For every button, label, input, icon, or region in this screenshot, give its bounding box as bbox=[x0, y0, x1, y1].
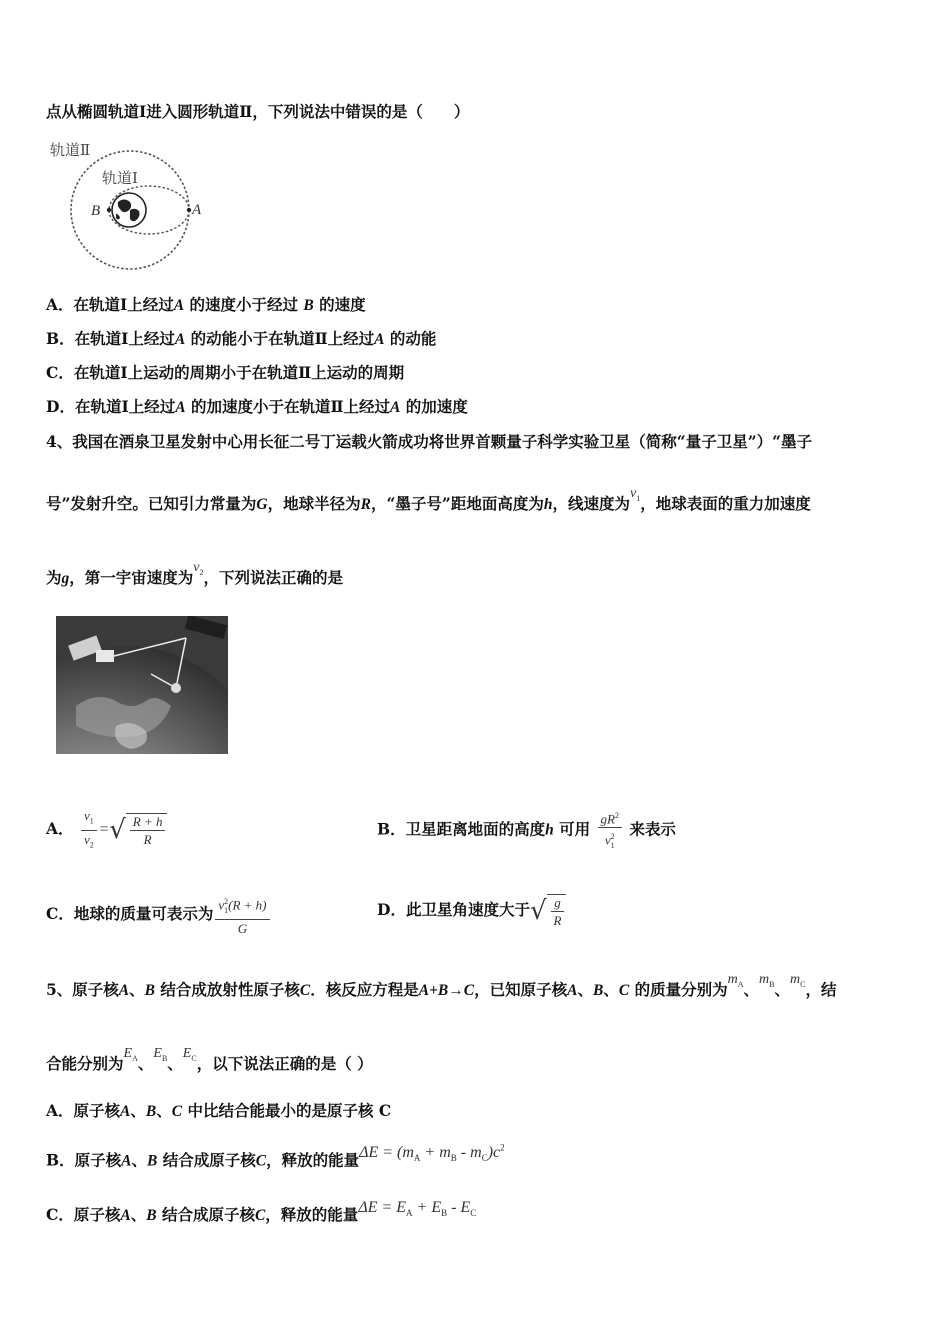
q5-b-sep1: 、 bbox=[131, 1150, 147, 1170]
q5-l1-text2: 结合成放射性原子核 bbox=[155, 980, 300, 999]
q4-option-c bbox=[46, 894, 272, 936]
q3-a-text3: 的速度 bbox=[313, 295, 366, 314]
q5-mass-c bbox=[790, 972, 805, 987]
q4-c-num-sup: 2 bbox=[224, 897, 229, 906]
q3-option-d bbox=[46, 397, 468, 418]
q5-b-f-subA: A bbox=[413, 1153, 421, 1164]
q3-option-c bbox=[46, 363, 404, 383]
q5-l1-sep3: 、 bbox=[603, 980, 619, 999]
q4-a-rad-num: R + h bbox=[130, 814, 166, 831]
q5-b-f-plus: + m bbox=[420, 1144, 451, 1162]
q4-a-label: A． bbox=[46, 819, 74, 839]
q5-mA-symbol: m bbox=[727, 972, 738, 987]
q4-c-fraction bbox=[215, 894, 269, 936]
q5-a-sep2: 、 bbox=[156, 1101, 172, 1120]
q3-b-text3: 的动能 bbox=[384, 329, 437, 348]
q5-a-sep1: 、 bbox=[130, 1101, 146, 1120]
q3-b-text2: 的动能小于在轨道Ⅱ上经过 bbox=[185, 329, 375, 348]
q5-EB-symbol: E bbox=[153, 1046, 162, 1061]
q4-l3-text1: 为 bbox=[46, 568, 62, 587]
q4-l2-text5: ，地球表面的重力加速度 bbox=[640, 494, 811, 513]
q4-a-den-sub: 2 bbox=[89, 840, 94, 850]
q5-energy-a bbox=[124, 1046, 138, 1061]
q5-l1-sep5: 、 bbox=[774, 980, 791, 999]
q4-v1-symbol: v bbox=[629, 486, 637, 501]
q5-stem-line2 bbox=[46, 1046, 373, 1081]
q4-c-num-v: v bbox=[218, 897, 225, 913]
q3-a-text1: A．在轨道Ⅰ上经过 bbox=[46, 295, 174, 314]
q5-c-formula bbox=[358, 1199, 477, 1219]
q3-a-var1: A bbox=[173, 297, 185, 314]
q5-l1-text6: ，结 bbox=[805, 980, 837, 999]
q4-a-den-v: v bbox=[83, 831, 90, 847]
q5-energy-b bbox=[153, 1046, 167, 1061]
q4-var-g: g bbox=[61, 570, 70, 587]
q3-a-text2: 的速度小于经过 bbox=[184, 295, 304, 314]
q3-d-var1: A bbox=[175, 399, 186, 416]
q4-var-v1 bbox=[630, 486, 640, 501]
q4-b-den-v: v bbox=[604, 832, 611, 848]
q5-c-f-subA: A bbox=[406, 1208, 413, 1219]
q3-option-a bbox=[46, 295, 366, 316]
q5-b-text3: ，释放的能量 bbox=[266, 1150, 360, 1170]
satellite-photo bbox=[56, 616, 228, 754]
q5-EA-sub: A bbox=[132, 1053, 138, 1063]
point-b-label: B bbox=[91, 203, 101, 219]
q3-b-var2: A bbox=[374, 331, 385, 348]
q5-c-f-plus: + E bbox=[412, 1199, 442, 1216]
q5-mC-symbol: m bbox=[790, 972, 801, 987]
q4-l2-text2: ，地球半径为 bbox=[267, 494, 361, 513]
q5-b-text2: 结合成原子核 bbox=[157, 1150, 256, 1170]
q5-b-f-close: )c bbox=[487, 1144, 501, 1162]
q3-option-b bbox=[46, 329, 436, 350]
q4-c-text1: C．地球的质量可表示为 bbox=[46, 903, 214, 923]
q4-c-den: G bbox=[237, 920, 248, 936]
q4-d-rad-num: g bbox=[551, 895, 564, 912]
q5-l2-sep1: 、 bbox=[137, 1054, 154, 1073]
q4-d-sqrt: √ $\frac{g}{R}$ bbox=[530, 894, 567, 928]
q3-b-text1: B．在轨道Ⅰ上经过 bbox=[46, 329, 175, 348]
q5-a-var-A: A bbox=[120, 1103, 131, 1120]
q5-mass-a bbox=[728, 972, 744, 987]
q5-c-f-eq: ΔE = E bbox=[358, 1199, 407, 1216]
q5-var-C2: C bbox=[618, 982, 630, 999]
q4-b-den-sup: 2 bbox=[610, 832, 615, 842]
q4-l3-text3: ，下列说法正确的是 bbox=[203, 568, 344, 587]
q4-v1-sub: 1 bbox=[636, 493, 641, 503]
q4-a-ratio bbox=[81, 808, 97, 852]
q5-a-text1: A．原子核 bbox=[46, 1101, 121, 1120]
q4-l3-text2: ，第一宇宙速度为 bbox=[69, 568, 194, 587]
q5-b-text1: B．原子核 bbox=[46, 1150, 122, 1170]
q5-c-text1: C．原子核 bbox=[46, 1205, 121, 1224]
q5-l2-text1: 合能分别为 bbox=[46, 1054, 124, 1073]
q3-d-text1: D．在轨道Ⅰ上经过 bbox=[46, 397, 176, 416]
q5-b-f-subC: C bbox=[481, 1153, 488, 1164]
q5-l2-sep2: 、 bbox=[167, 1054, 183, 1073]
q5-l2-text2: ，以下说法正确的是（ ） bbox=[196, 1054, 373, 1073]
q4-d-text1: D．此卫星角速度大于 bbox=[377, 900, 530, 919]
q5-mass-b bbox=[759, 972, 774, 987]
q5-c-f-subC: C bbox=[470, 1208, 477, 1219]
q5-a-var-B: B bbox=[145, 1103, 157, 1120]
q4-c-num-rest: (R + h) bbox=[228, 897, 267, 913]
q5-b-f-sup: 2 bbox=[500, 1143, 505, 1153]
point-b-marker bbox=[107, 208, 111, 212]
q4-b-text3: 来表示 bbox=[623, 819, 676, 839]
q5-option-b bbox=[46, 1143, 505, 1177]
point-a-marker bbox=[187, 208, 191, 212]
q5-EC-symbol: E bbox=[182, 1046, 192, 1061]
q3-d-var2: A bbox=[390, 399, 401, 416]
q5-l1-text5: 的质量分别为 bbox=[629, 980, 728, 999]
q5-reaction-equation: A+B→C bbox=[418, 982, 475, 999]
q4-a-rad-den: R bbox=[143, 832, 152, 848]
q5-option-a bbox=[46, 1101, 391, 1122]
q5-var-A2: A bbox=[567, 982, 578, 999]
q5-option-c bbox=[46, 1199, 477, 1231]
q4-b-num: gR bbox=[600, 811, 615, 827]
q5-var-B: B bbox=[144, 982, 155, 999]
q5-c-var-A: A bbox=[120, 1207, 131, 1224]
q5-l1-text1: 5、原子核 bbox=[46, 980, 119, 999]
q4-c-num-sub: 1 bbox=[224, 905, 229, 915]
q3-stem: 点从椭圆轨道Ⅰ进入圆形轨道Ⅱ，下列说法中错误的是（ ） bbox=[46, 102, 470, 121]
q5-b-var-B: B bbox=[146, 1152, 158, 1170]
q3-b-var1: A bbox=[174, 331, 186, 348]
q5-c-var-B: B bbox=[146, 1207, 157, 1224]
earth-icon bbox=[112, 193, 146, 227]
q4-option-b bbox=[377, 808, 676, 853]
q5-b-f-eq: ΔE = (m bbox=[359, 1144, 414, 1162]
q5-l1-sep2: 、 bbox=[577, 980, 593, 999]
q4-option-d bbox=[377, 894, 566, 928]
q5-EC-sub: C bbox=[191, 1053, 197, 1063]
q5-l1-sep1: 、 bbox=[129, 980, 145, 999]
q4-v2-sub: 2 bbox=[199, 567, 204, 577]
q5-b-f-minus: - m bbox=[456, 1144, 482, 1162]
q5-c-var-C: C bbox=[254, 1207, 266, 1224]
q4-b-text1: B．卫星距离地面的高度 bbox=[377, 819, 546, 839]
q5-mC-sub: C bbox=[800, 979, 806, 989]
q5-EA-symbol: E bbox=[123, 1046, 133, 1061]
q5-var-C: C bbox=[299, 982, 311, 999]
q5-stem-line1 bbox=[46, 972, 837, 1007]
q4-option-a bbox=[46, 808, 167, 852]
q4-var-h: h bbox=[543, 496, 553, 513]
q4-b-text2: 可用 bbox=[553, 819, 596, 839]
q5-c-text2: 结合成原子核 bbox=[156, 1205, 255, 1224]
q4-a-num-sub: 1 bbox=[89, 816, 94, 826]
q4-stem-line2 bbox=[46, 486, 811, 521]
q5-c-sep1: 、 bbox=[130, 1205, 147, 1224]
q4-a-sqrt: √ $\frac{R + h}{R}$ bbox=[109, 813, 167, 847]
q4-l2-text3: ，“墨子号”距地面高度为 bbox=[370, 494, 544, 513]
q3-a-var2: B bbox=[303, 297, 314, 314]
q4-a-num-v: v bbox=[83, 808, 90, 823]
q3-c-text1: C．在轨道Ⅰ上运动的周期小于在轨道Ⅱ上运动的周期 bbox=[46, 363, 405, 382]
q4-b-fraction bbox=[598, 808, 622, 853]
q4-stem-line1: 4、我国在酒泉卫星发射中心用长征二号丁运载火箭成功将世界首颗量子科学实验卫星（简称“量子卫星”）“墨子 bbox=[46, 432, 813, 451]
q3-d-text3: 的加速度 bbox=[400, 397, 468, 416]
q5-EB-sub: B bbox=[161, 1053, 168, 1063]
q3-d-text2: 的加速度小于在轨道Ⅱ上经过 bbox=[185, 397, 391, 416]
q4-var-R: R bbox=[360, 496, 371, 513]
q5-l1-sep4: 、 bbox=[743, 980, 760, 999]
q4-b-var-h: h bbox=[545, 821, 554, 839]
q5-b-var-A: A bbox=[121, 1152, 132, 1170]
q4-b-den-sub: 1 bbox=[610, 841, 615, 851]
q4-var-v2 bbox=[193, 560, 203, 575]
q5-mB-sub: B bbox=[769, 979, 775, 989]
q5-mA-sub: A bbox=[737, 979, 744, 989]
q5-b-f-subB: B bbox=[450, 1153, 457, 1164]
orbit1-label: 轨道Ⅰ bbox=[102, 169, 138, 187]
orbit-figure bbox=[44, 138, 214, 278]
q5-l1-text3: ．核反应方程是 bbox=[310, 980, 419, 999]
q4-v2-symbol: v bbox=[193, 560, 200, 575]
q5-l1-text4: ，已知原子核 bbox=[474, 980, 568, 999]
q5-var-A: A bbox=[118, 982, 130, 999]
orbit2-label: 轨道Ⅱ bbox=[50, 141, 91, 159]
q5-c-f-subB: B bbox=[441, 1208, 448, 1219]
q5-b-var-C: C bbox=[255, 1152, 267, 1170]
q4-stem-line3 bbox=[46, 560, 344, 595]
q4-b-num-sup: 2 bbox=[614, 811, 619, 820]
q5-c-text3: ，释放的能量 bbox=[265, 1205, 359, 1224]
q5-var-B2: B bbox=[593, 982, 604, 999]
q4-d-rad-den: R bbox=[553, 913, 562, 928]
q4-a-equals: = bbox=[98, 821, 110, 839]
q5-a-text2: 中比结合能最小的是原子核 C bbox=[182, 1101, 392, 1120]
q4-var-G: G bbox=[256, 496, 268, 513]
q5-a-var-C: C bbox=[171, 1103, 183, 1120]
q5-b-formula bbox=[359, 1143, 505, 1164]
q4-l2-text4: ，线速度为 bbox=[552, 494, 630, 513]
q5-mB-symbol: m bbox=[759, 972, 770, 987]
point-a-label: A bbox=[192, 202, 202, 218]
q5-c-f-minus: - E bbox=[447, 1199, 471, 1216]
q5-energy-c bbox=[183, 1046, 197, 1061]
q4-l2-text1: 号”发射升空。已知引力常量为 bbox=[46, 494, 257, 513]
